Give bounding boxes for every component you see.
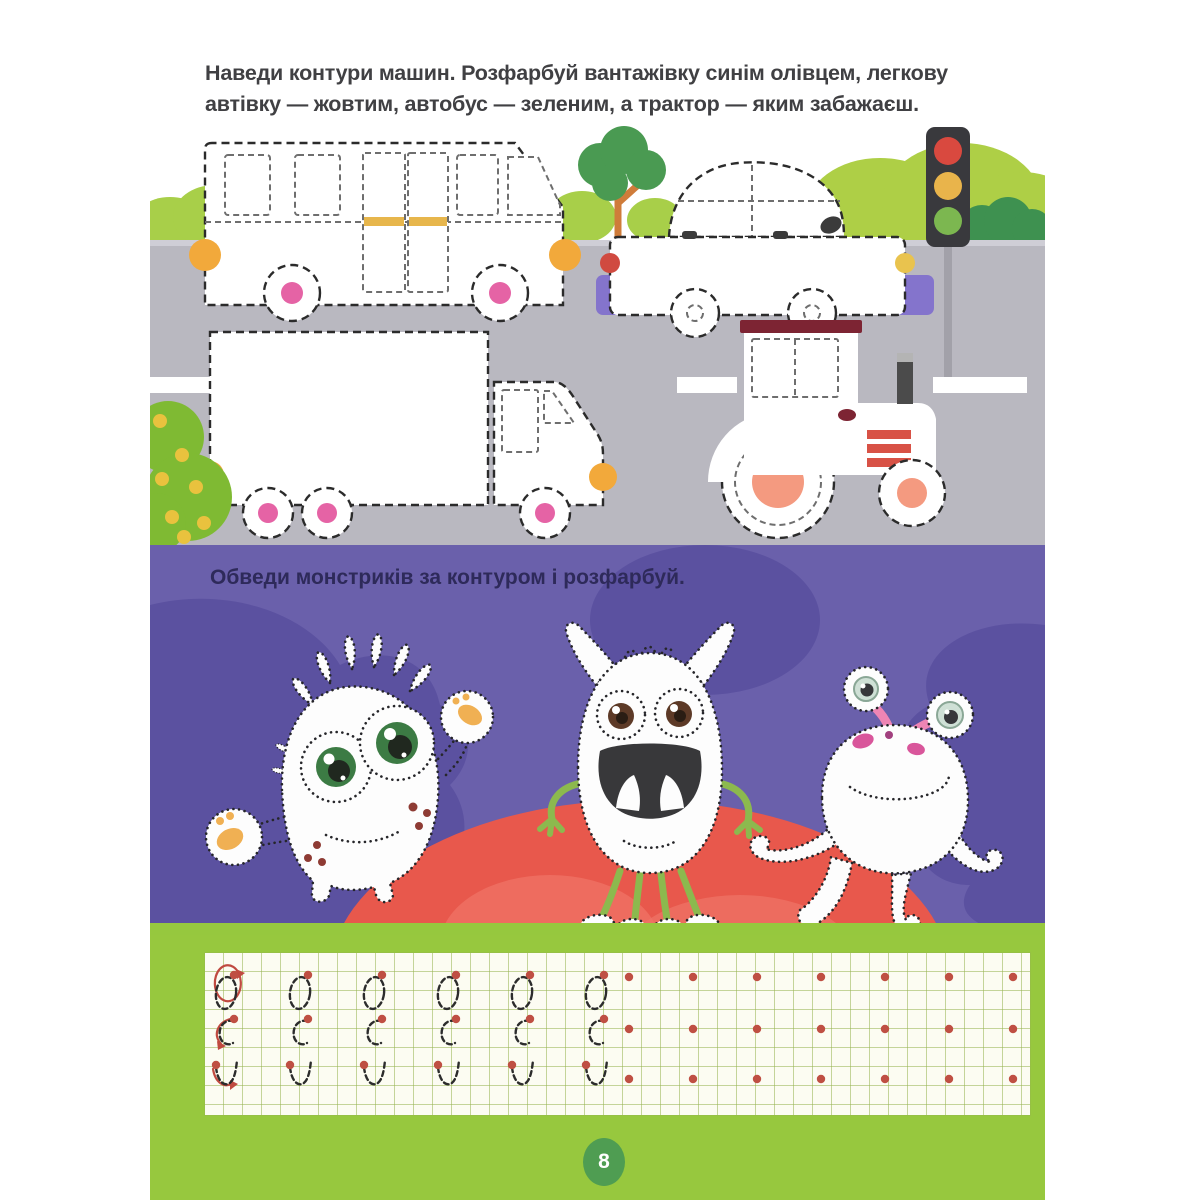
- bus-outline-drawing: [189, 143, 581, 321]
- trace-glyph-j-hook: [212, 1060, 238, 1090]
- tree-icon-middle: [548, 126, 683, 243]
- trace-glyph-oval: [214, 965, 245, 1010]
- monsters-instruction: Обведи монстриків за контуром і розфарбуй.: [210, 566, 685, 589]
- trace-glyph-oval: [436, 971, 460, 1010]
- start-dot: [817, 1025, 825, 1033]
- start-dot: [1009, 973, 1017, 981]
- start-dot: [881, 1025, 889, 1033]
- page-number-badge: [583, 1138, 625, 1186]
- start-dot: [1009, 1075, 1017, 1083]
- start-dot: [881, 973, 889, 981]
- page-number: 8: [598, 1150, 610, 1173]
- trace-glyph-j-hook: [582, 1060, 607, 1084]
- monsters-art: [150, 545, 1045, 935]
- start-dot: [625, 973, 633, 981]
- start-dot: [817, 973, 825, 981]
- start-dot: [625, 1075, 633, 1083]
- trace-glyph-j-hook: [508, 1060, 533, 1084]
- grass-strip: [150, 923, 1045, 935]
- start-dot: [753, 1025, 761, 1033]
- start-dot: [625, 1025, 633, 1033]
- trace-glyph-c-curve: [368, 1015, 387, 1045]
- start-dot: [817, 1075, 825, 1083]
- trace-glyph-oval: [510, 971, 534, 1010]
- start-dot: [945, 1075, 953, 1083]
- trace-glyph-c-curve: [516, 1015, 535, 1045]
- trace-glyph-oval: [584, 971, 608, 1010]
- trace-glyph-j-hook: [360, 1060, 385, 1084]
- practice-rows: [205, 953, 1030, 1115]
- start-dot: [753, 1075, 761, 1083]
- monsters-scene: [150, 545, 1045, 935]
- start-dot: [753, 973, 761, 981]
- trace-glyph-c-curve: [590, 1015, 609, 1045]
- trace-glyph-c-curve: [217, 1015, 238, 1050]
- start-dot: [881, 1075, 889, 1083]
- trace-glyph-c-curve: [294, 1015, 313, 1045]
- grid-paper: [205, 953, 1030, 1115]
- start-dot: [945, 1025, 953, 1033]
- start-dot: [945, 973, 953, 981]
- trace-glyph-c-curve: [442, 1015, 461, 1045]
- start-dot: [689, 973, 697, 981]
- trace-glyph-j-hook: [286, 1060, 311, 1084]
- vehicles-instruction: Наведи контури машин. Розфарбуй вантажівку синім олівцем, легкову автівку — жовтим, автобус — зеленим, а трактор — яким забажаєш.: [205, 61, 948, 116]
- start-dot: [689, 1025, 697, 1033]
- start-dot: [689, 1075, 697, 1083]
- street-scene-art: [150, 125, 1045, 545]
- street-scene: [150, 125, 1045, 545]
- trace-glyph-oval: [288, 971, 312, 1010]
- trace-glyph-oval: [362, 971, 386, 1010]
- trace-glyph-j-hook: [434, 1060, 459, 1084]
- start-dot: [1009, 1025, 1017, 1033]
